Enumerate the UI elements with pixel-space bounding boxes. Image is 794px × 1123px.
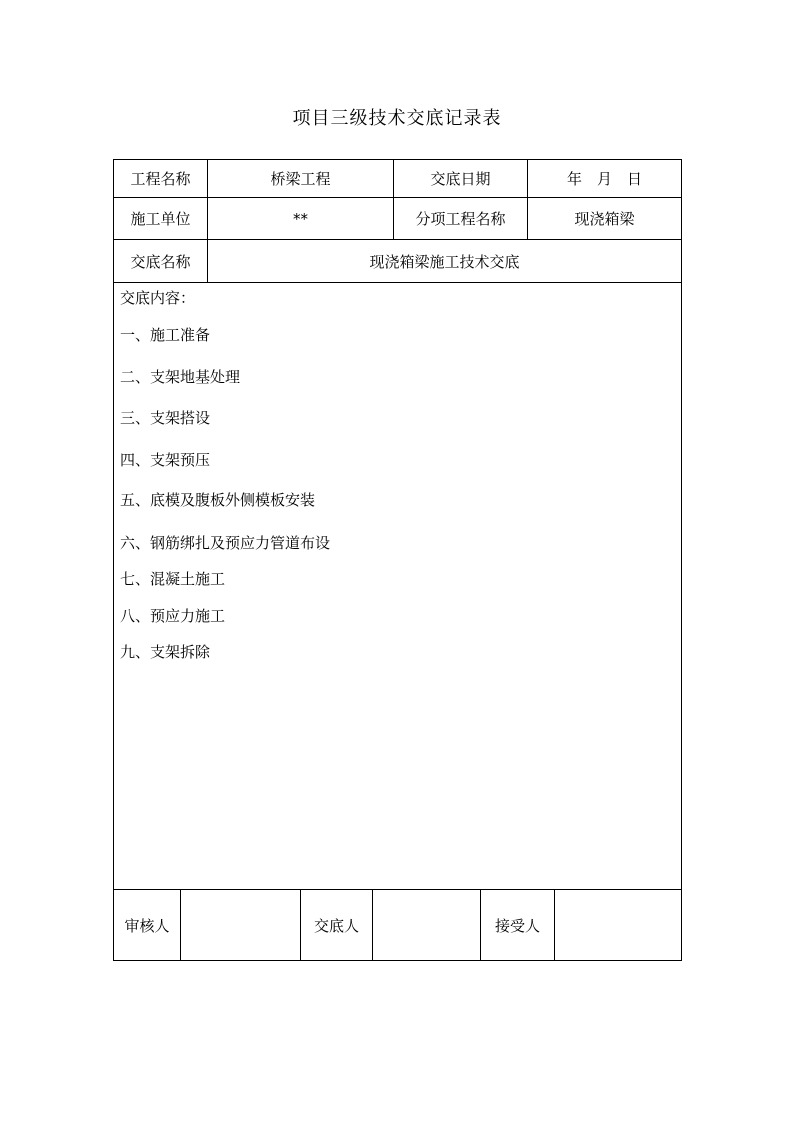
disclosure-record-table (113, 159, 682, 961)
list-item: 七、混凝土施工 (120, 570, 226, 588)
construction-unit-value: ** (293, 209, 308, 228)
receiver-label: 接受人 (494, 916, 540, 935)
list-item: 一、施工准备 (120, 326, 211, 344)
discloser-signature-field (373, 890, 480, 960)
construction-unit-label: 施工单位 (130, 210, 191, 228)
subitem-project-label: 分项工程名称 (415, 210, 506, 228)
list-item: 九、支架拆除 (120, 643, 211, 661)
reviewer-signature-field (181, 890, 300, 960)
disclosure-name-label: 交底名称 (130, 252, 191, 271)
discloser-label: 交底人 (313, 916, 359, 935)
project-name-label: 工程名称 (130, 170, 191, 188)
row-divider (114, 282, 681, 283)
document-title: 项目三级技术交底记录表 (292, 108, 502, 129)
list-item: 六、钢筋绑扎及预应力管道布设 (120, 534, 331, 552)
disclosure-date-label: 交底日期 (430, 170, 491, 188)
receiver-signature-field (555, 890, 681, 960)
list-item: 四、支架预压 (120, 451, 211, 469)
list-item: 五、底模及腹板外侧模板安装 (120, 491, 316, 509)
subitem-project-value: 现浇箱梁 (574, 210, 635, 228)
list-item: 八、预应力施工 (120, 607, 226, 625)
reviewer-label: 审核人 (124, 916, 170, 935)
content-heading: 交底内容： (120, 289, 196, 307)
disclosure-date-value: 年 月 日 (566, 170, 642, 188)
disclosure-name-value: 现浇箱梁施工技术交底 (369, 252, 520, 271)
project-name-value: 桥梁工程 (270, 170, 331, 188)
list-item: 二、支架地基处理 (120, 368, 241, 386)
list-item: 三、支架搭设 (120, 409, 211, 427)
